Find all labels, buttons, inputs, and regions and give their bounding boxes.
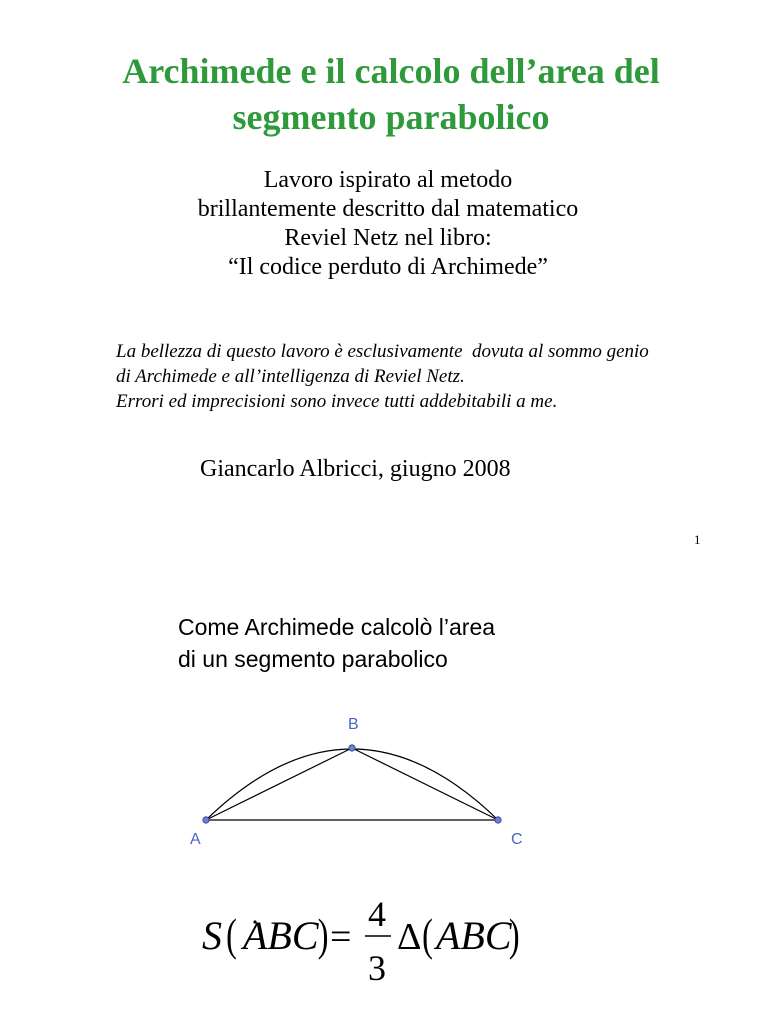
segment-ab (206, 748, 352, 820)
point-c-label: C (511, 831, 523, 848)
segment-bc (352, 748, 498, 820)
point-a (203, 817, 209, 823)
formula-delta: Δ (397, 916, 422, 958)
subtitle-line-1: Lavoro ispirato al metodo (263, 167, 513, 193)
slide-2-heading-line-1: Come Archimede calcolò l’area (178, 614, 496, 640)
author-line: Giancarlo Albricci, giugno 2008 (200, 456, 511, 482)
subtitle-line-3: Reviel Netz nel libro: (284, 225, 492, 251)
slide-2-heading-line-2: di un segmento parabolico (178, 646, 448, 672)
page-number: 1 (694, 532, 701, 547)
document-title (0, 48, 768, 140)
note-line-2: di Archimede e all’intelligenza di Reviel Netz. (116, 366, 465, 387)
title-line-2: segmento parabolico (232, 97, 550, 137)
point-b-label: B (348, 716, 359, 733)
subtitle-line-4: “Il codice perduto di Archimede” (228, 254, 548, 280)
parabolic-segment-diagram (180, 708, 540, 858)
title-line-1: Archimede e il calcolo dell’area del (122, 51, 660, 91)
formula-equals: = (330, 916, 352, 958)
acknowledgement-note (116, 339, 756, 414)
slide-2-heading (178, 611, 495, 675)
subtitle-block (0, 166, 768, 282)
area-formula (196, 888, 536, 998)
formula-paren-open-2: ( (422, 909, 433, 961)
subtitle-line-2: brillantemente descritto dal matematico (197, 196, 579, 222)
point-a-label: A (190, 831, 201, 848)
formula-lhs-abc: ABC (243, 913, 319, 958)
note-line-1: La bellezza di questo lavoro è esclusivamente dovuta al sommo genio (116, 341, 649, 362)
formula-denominator: 3 (368, 948, 386, 988)
formula-paren-close-1: ) (317, 909, 329, 961)
formula-numerator: 4 (368, 894, 386, 934)
point-c (495, 817, 501, 823)
parabola-arc (206, 749, 498, 820)
note-line-3: Errori ed imprecisioni sono invece tutti addebitabili a me. (116, 391, 558, 412)
formula-paren-open-1: ( (226, 909, 237, 961)
formula-s: S (202, 913, 222, 958)
formula-rhs-abc: ABC (436, 913, 512, 958)
point-b (349, 745, 355, 751)
formula-paren-close-2: ) (508, 909, 520, 961)
